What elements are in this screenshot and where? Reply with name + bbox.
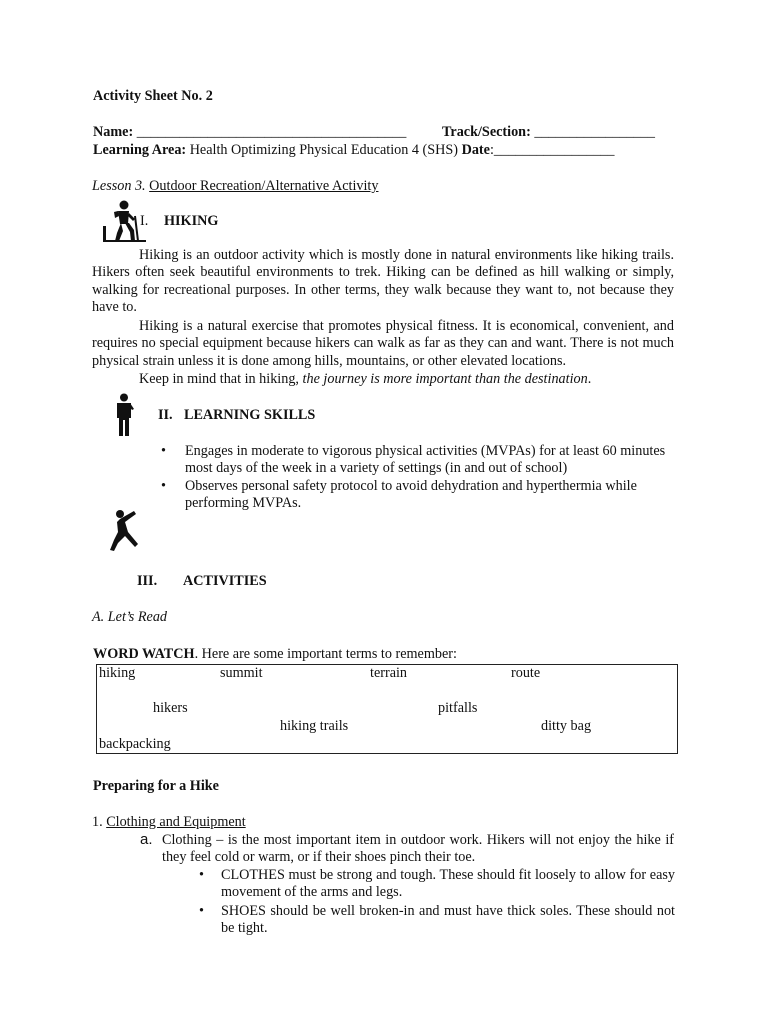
lesson-line: [92, 178, 378, 195]
track-row: [442, 124, 655, 141]
word-term: hiking: [99, 665, 136, 681]
word-watch-line: [93, 646, 457, 663]
sub-item-letter: a.: [140, 831, 153, 848]
hiking-numeral: I.: [140, 213, 149, 229]
activities-heading: ACTIVITIES: [183, 573, 267, 589]
word-term: pitfalls: [438, 700, 478, 716]
preparing-item-1: [92, 814, 246, 831]
bullet-text: SHOES should be well broken-in and must have thick soles. These should not be tight.: [221, 903, 675, 937]
stretching-person-icon: [108, 508, 140, 552]
learning-area-row: [93, 142, 615, 159]
clothing-bullet: [199, 903, 675, 938]
bullet-symbol: •: [161, 443, 166, 459]
learning-area-value: Health Optimizing Physical Education 4 (SHS): [189, 142, 459, 158]
track-label: Track/Section:: [442, 124, 531, 140]
bullet-text: CLOTHES must be strong and tough. These should fit loosely to allow for easy movement of the arms and legs.: [221, 867, 675, 901]
hiking-paragraph-3: [139, 371, 591, 388]
word-term: route: [511, 665, 541, 681]
word-term: backpacking: [99, 736, 171, 752]
lets-read-label: A. Let’s Read: [92, 609, 168, 625]
learning-skill-item: [161, 478, 641, 513]
para3-start: Keep in mind that in hiking,: [139, 371, 299, 387]
learning-skill-text: Observes personal safety protocol to avoid dehydration and hyperthermia while performing MVPAs.: [185, 478, 637, 512]
clothing-bullet: [199, 867, 675, 902]
clothing-text: Clothing – is the most important item in outdoor work. Hikers will not enjoy the hike if they feel cold or warm, or if their shoes pinch their toe.: [162, 832, 674, 866]
word-term: summit: [220, 665, 263, 681]
activities-numeral: III.: [137, 573, 158, 589]
bullet-symbol: •: [199, 867, 204, 883]
learning-skills-heading: LEARNING SKILLS: [184, 407, 316, 423]
date-label: Date: [461, 142, 490, 158]
learning-skills-numeral: II.: [158, 407, 173, 423]
word-term: hikers: [153, 700, 188, 716]
para3-italic: the journey is more important than the destination: [302, 371, 588, 387]
para3-end: .: [587, 371, 592, 387]
word-term: ditty bag: [541, 718, 592, 734]
bullet-symbol: •: [161, 478, 166, 494]
bullet-symbol: •: [199, 903, 204, 919]
item-number: 1.: [92, 814, 103, 830]
name-blank[interactable]: ______________________________________: [136, 124, 407, 140]
date-blank[interactable]: :_________________: [489, 142, 615, 158]
name-row: [93, 124, 406, 141]
hiking-paragraph-2: Hiking is a natural exercise that promotes physical fitness. It is economical, convenient, and requires no special equipment because hikers can walk as far as they can and want. There is not much physical strain unless it is done among hills, mountains, or other elevated locations.: [92, 318, 674, 369]
word-term: hiking trails: [280, 718, 349, 734]
lesson-title: Outdoor Recreation/Alternative Activity: [149, 178, 379, 194]
word-watch-box: [96, 664, 678, 754]
lesson-prefix: Lesson 3.: [92, 178, 146, 194]
sheet-title: Activity Sheet No. 2: [93, 88, 213, 104]
word-watch-intro: . Here are some important terms to remember:: [194, 646, 457, 662]
learning-area-label: Learning Area:: [93, 142, 187, 158]
hiking-heading: HIKING: [164, 213, 219, 229]
standing-person-icon: [113, 393, 135, 437]
hiking-paragraph-1: Hiking is an outdoor activity which is mostly done in natural environments like hiking trails. Hikers often seek beautiful environments to trek. Hiking can be defined as hill walking or simply, walking for recreational purposes. In other terms, they walk because they want to, not because they have to.: [92, 247, 674, 316]
preparing-heading: Preparing for a Hike: [93, 778, 219, 794]
word-watch-label: WORD WATCH: [93, 646, 195, 662]
name-label: Name:: [93, 124, 134, 140]
track-blank[interactable]: _________________: [534, 124, 655, 140]
word-term: terrain: [370, 665, 408, 681]
item-title: Clothing and Equipment: [106, 814, 246, 830]
learning-skill-item: [161, 443, 673, 478]
learning-skill-text: Engages in moderate to vigorous physical activities (MVPAs) for at least 60 minutes most days of the week in a variety of settings (in and out of school): [185, 443, 666, 477]
